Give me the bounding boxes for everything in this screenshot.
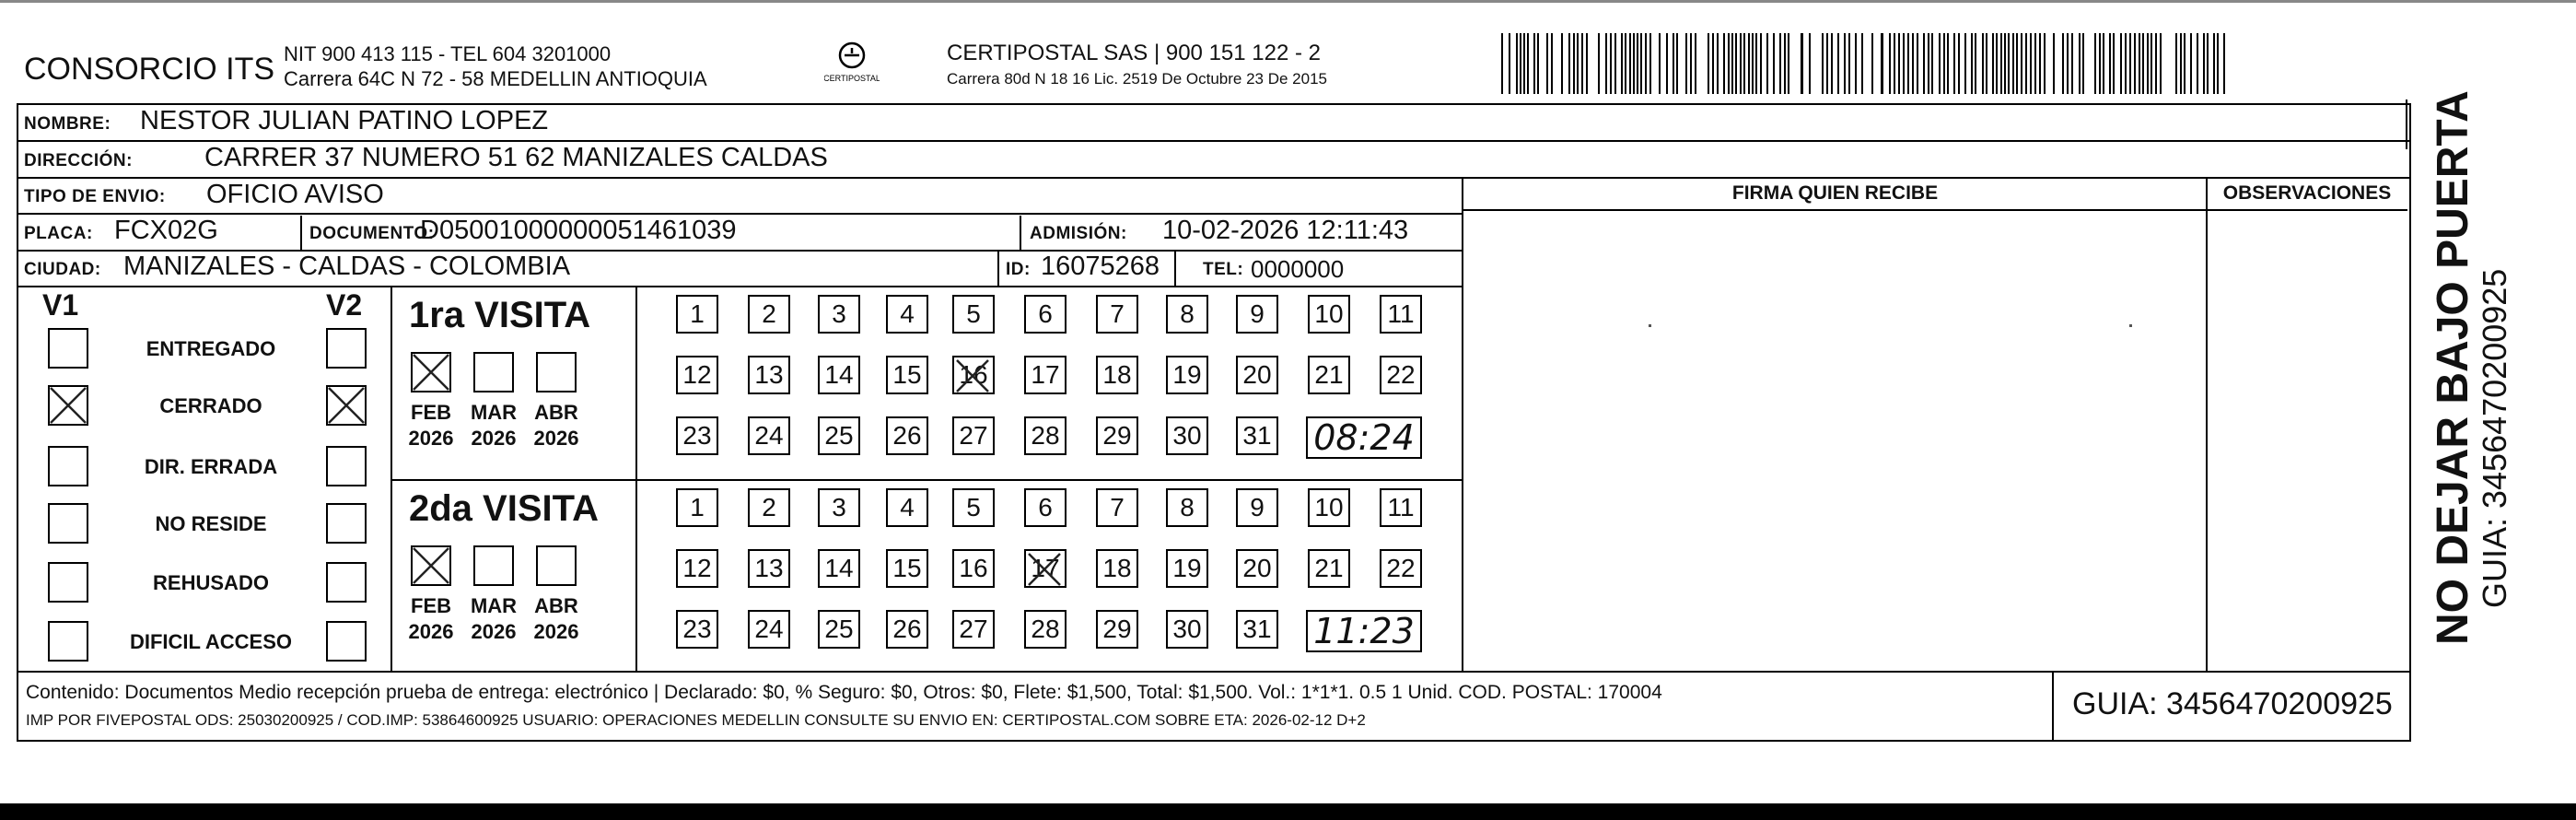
rule	[17, 177, 2411, 179]
month-year: 2026	[533, 427, 579, 450]
month-label	[529, 400, 584, 451]
day-box[interactable]: 4	[886, 295, 928, 334]
day-box[interactable]: 10	[1308, 295, 1350, 334]
status-label: CERRADO	[159, 394, 262, 417]
month-name: FEB	[411, 401, 451, 424]
day-box[interactable]: 22	[1380, 356, 1422, 394]
v1-checkbox[interactable]	[48, 621, 88, 662]
status-label: ENTREGADO	[146, 337, 276, 360]
month-checkbox[interactable]	[536, 352, 577, 392]
day-box[interactable]: 17	[1024, 549, 1067, 588]
day-box[interactable]: 26	[886, 610, 928, 649]
side-guia: GUIA: 3456470200925	[2476, 268, 2513, 608]
rule	[2206, 177, 2208, 671]
shipment-type: OFICIO AVISO	[206, 180, 384, 209]
month-year: 2026	[471, 620, 517, 643]
month-year: 2026	[533, 620, 579, 643]
recipient-address: CARRER 37 NUMERO 51 62 MANIZALES CALDAS	[204, 143, 828, 172]
status-label: DIR. ERRADA	[144, 455, 278, 478]
day-box[interactable]: 24	[748, 610, 790, 649]
type-label: TIPO DE ENVIO:	[24, 187, 166, 206]
day-box[interactable]: 6	[1024, 295, 1067, 334]
day-box[interactable]: 12	[676, 356, 718, 394]
plate-value: FCX02G	[114, 216, 218, 245]
day-box[interactable]: 30	[1166, 416, 1208, 455]
recipient-name: NESTOR JULIAN PATINO LOPEZ	[140, 106, 549, 135]
day-box[interactable]: 5	[952, 295, 995, 334]
month-year: 2026	[408, 427, 454, 450]
day-box[interactable]: 13	[748, 356, 790, 394]
status-label: NO RESIDE	[155, 512, 267, 535]
v1-check-mark	[48, 385, 88, 426]
v2-header: V2	[326, 288, 363, 322]
v2-check-mark	[326, 385, 367, 426]
status-label: DIFICIL ACCESO	[129, 630, 292, 653]
month-label	[466, 593, 521, 645]
day-box[interactable]: 30	[1166, 610, 1208, 649]
day-box[interactable]: 2	[748, 295, 790, 334]
day-box[interactable]: 21	[1308, 356, 1350, 394]
month-name: MAR	[470, 594, 518, 617]
signature-mark	[2129, 324, 2132, 327]
rule	[635, 286, 637, 671]
name-label: NOMBRE:	[24, 114, 111, 134]
signature-mark	[1649, 324, 1651, 327]
first-visit-title: 1ra VISITA	[409, 295, 591, 335]
day-box[interactable]: 20	[1236, 356, 1278, 394]
day-box[interactable]: 15	[886, 356, 928, 394]
month-name: FEB	[411, 594, 451, 617]
month-name: MAR	[470, 401, 518, 424]
day-box[interactable]: 22	[1380, 549, 1422, 588]
v2-checkbox[interactable]	[326, 446, 367, 486]
month-name: ABR	[534, 401, 578, 424]
v2-checkbox[interactable]	[326, 328, 367, 369]
day-box[interactable]: 17	[1024, 356, 1067, 394]
day-box[interactable]: 31	[1236, 610, 1278, 649]
day-box[interactable]: 11	[1380, 488, 1422, 527]
document-label: DOCUMENTO:	[309, 224, 435, 243]
certipostal-logo	[824, 37, 880, 92]
company-name: CONSORCIO ITS	[24, 52, 275, 87]
day-box[interactable]: 6	[1024, 488, 1067, 527]
day-box[interactable]: 3	[818, 488, 860, 527]
day-box[interactable]: 28	[1024, 416, 1067, 455]
day-box[interactable]: 29	[1096, 610, 1138, 649]
v1-checkbox[interactable]	[48, 328, 88, 369]
signature-header: FIRMA QUIEN RECIBE	[1731, 182, 1939, 204]
day-box[interactable]: 4	[886, 488, 928, 527]
rule	[17, 140, 2411, 142]
v1-checkbox[interactable]	[48, 562, 88, 603]
day-box[interactable]: 8	[1166, 488, 1208, 527]
v2-checkbox[interactable]	[326, 562, 367, 603]
day-box[interactable]: 7	[1096, 295, 1138, 334]
v1-checkbox[interactable]	[48, 503, 88, 544]
day-box[interactable]: 1	[676, 295, 718, 334]
city-label: CIUDAD:	[24, 260, 101, 279]
rule	[1174, 252, 1176, 287]
day-box[interactable]: 23	[676, 416, 718, 455]
month-checkbox[interactable]	[473, 545, 514, 586]
tel-label: TEL:	[1203, 260, 1244, 279]
v2-checkbox[interactable]	[326, 503, 367, 544]
day-box[interactable]: 31	[1236, 416, 1278, 455]
month-label	[529, 593, 584, 645]
no-under-door-warning: NO DEJAR BAJO PUERTA	[2429, 90, 2477, 645]
carrier-license: Carrera 80d N 18 16 Lic. 2519 De Octubre 23 De 2015	[947, 70, 1327, 88]
observations-header: OBSERVACIONES	[2222, 182, 2392, 204]
day-box[interactable]: 19	[1166, 549, 1208, 588]
visit-time: 08:24	[1306, 416, 1422, 459]
month-label	[403, 593, 459, 645]
day-box[interactable]: 21	[1308, 549, 1350, 588]
document-value: D05001000000051461039	[420, 216, 737, 245]
day-box[interactable]: 29	[1096, 416, 1138, 455]
rule	[17, 213, 1463, 215]
rule	[997, 252, 999, 287]
plate-label: PLACA:	[24, 224, 93, 243]
day-check-mark	[954, 357, 991, 394]
rule	[2406, 100, 2407, 149]
day-box[interactable]: 13	[748, 549, 790, 588]
company-nit: NIT 900 413 115 - TEL 604 3201000	[284, 42, 612, 65]
month-label	[466, 400, 521, 451]
day-box[interactable]: 10	[1308, 488, 1350, 527]
second-visit-title: 2da VISITA	[409, 488, 599, 529]
day-box[interactable]: 9	[1236, 488, 1278, 527]
id-value: 16075268	[1041, 252, 1160, 281]
day-box[interactable]: 25	[818, 416, 860, 455]
day-box[interactable]: 25	[818, 610, 860, 649]
rule	[300, 216, 302, 251]
day-box[interactable]: 23	[676, 610, 718, 649]
day-box[interactable]: 19	[1166, 356, 1208, 394]
rule	[17, 286, 1463, 287]
day-box[interactable]: 20	[1236, 549, 1278, 588]
rule	[2052, 671, 2054, 742]
day-box[interactable]: 11	[1380, 295, 1422, 334]
day-box[interactable]: 1	[676, 488, 718, 527]
top-rule	[0, 0, 2576, 3]
v2-checkbox[interactable]	[326, 621, 367, 662]
v1-header: V1	[42, 288, 79, 322]
tel-value: 0000000	[1251, 255, 1345, 283]
day-box[interactable]: 14	[818, 549, 860, 588]
day-box[interactable]: 27	[952, 416, 995, 455]
rule	[390, 286, 392, 671]
day-box[interactable]: 14	[818, 356, 860, 394]
month-year: 2026	[408, 620, 454, 643]
barcode	[1501, 33, 2229, 94]
day-box[interactable]: 9	[1236, 295, 1278, 334]
logo-text: CERTIPOSTAL	[824, 74, 880, 83]
rule	[1462, 209, 2407, 211]
rule	[1020, 216, 1021, 251]
month-year: 2026	[471, 427, 517, 450]
status-label: REHUSADO	[153, 571, 269, 594]
admission-value: 10-02-2026 12:11:43	[1162, 216, 1409, 245]
day-box[interactable]: 18	[1096, 356, 1138, 394]
day-box[interactable]: 28	[1024, 610, 1067, 649]
month-check-mark	[411, 352, 451, 392]
day-box[interactable]: 24	[748, 416, 790, 455]
day-box[interactable]: 26	[886, 416, 928, 455]
month-checkbox[interactable]	[536, 545, 577, 586]
day-box[interactable]: 5	[952, 488, 995, 527]
month-check-mark	[411, 545, 451, 586]
address-label: DIRECCIÓN:	[24, 151, 133, 170]
city-value: MANIZALES - CALDAS - COLOMBIA	[123, 252, 571, 281]
visit-time: 11:23	[1306, 610, 1422, 652]
month-label	[403, 400, 459, 451]
v1-checkbox[interactable]	[48, 446, 88, 486]
day-box[interactable]: 12	[676, 549, 718, 588]
day-box[interactable]: 16	[952, 356, 995, 394]
contents-line: Contenido: Documentos Medio recepción prueba de entrega: electrónico | Declarado: $0, % Seguro: $0, Otros: $0, Flete: $1,500, Total: $1,500. Vol.: 1*1*1. 0.5 1 Unid. COD. POSTAL: 170004	[26, 682, 1662, 703]
day-box[interactable]: 7	[1096, 488, 1138, 527]
month-checkbox[interactable]	[473, 352, 514, 392]
day-box[interactable]: 15	[886, 549, 928, 588]
day-box[interactable]: 8	[1166, 295, 1208, 334]
day-box[interactable]: 16	[952, 549, 995, 588]
day-box[interactable]: 2	[748, 488, 790, 527]
bottom-bar	[0, 803, 2576, 820]
month-name: ABR	[534, 594, 578, 617]
day-box[interactable]: 3	[818, 295, 860, 334]
day-box[interactable]: 27	[952, 610, 995, 649]
carrier-name: CERTIPOSTAL SAS | 900 151 122 - 2	[947, 41, 1321, 65]
admission-label: ADMISIÓN:	[1030, 224, 1127, 243]
id-label: ID:	[1006, 260, 1031, 279]
company-address: Carrera 64C N 72 - 58 MEDELLIN ANTIOQUIA	[284, 67, 707, 90]
rule	[390, 479, 1462, 481]
print-info-line: IMP POR FIVEPOSTAL ODS: 25030200925 / COD.IMP: 53864600925 USUARIO: OPERACIONES MEDELLIN CONSULTE SU ENVIO EN: CERTIPOSTAL.COM SOBRE ETA: 2026-02-12 D+2	[26, 711, 1366, 729]
day-check-mark	[1026, 551, 1063, 588]
guia-number: GUIA: 3456470200925	[2072, 686, 2393, 721]
day-box[interactable]: 18	[1096, 549, 1138, 588]
rule	[1462, 177, 1463, 671]
